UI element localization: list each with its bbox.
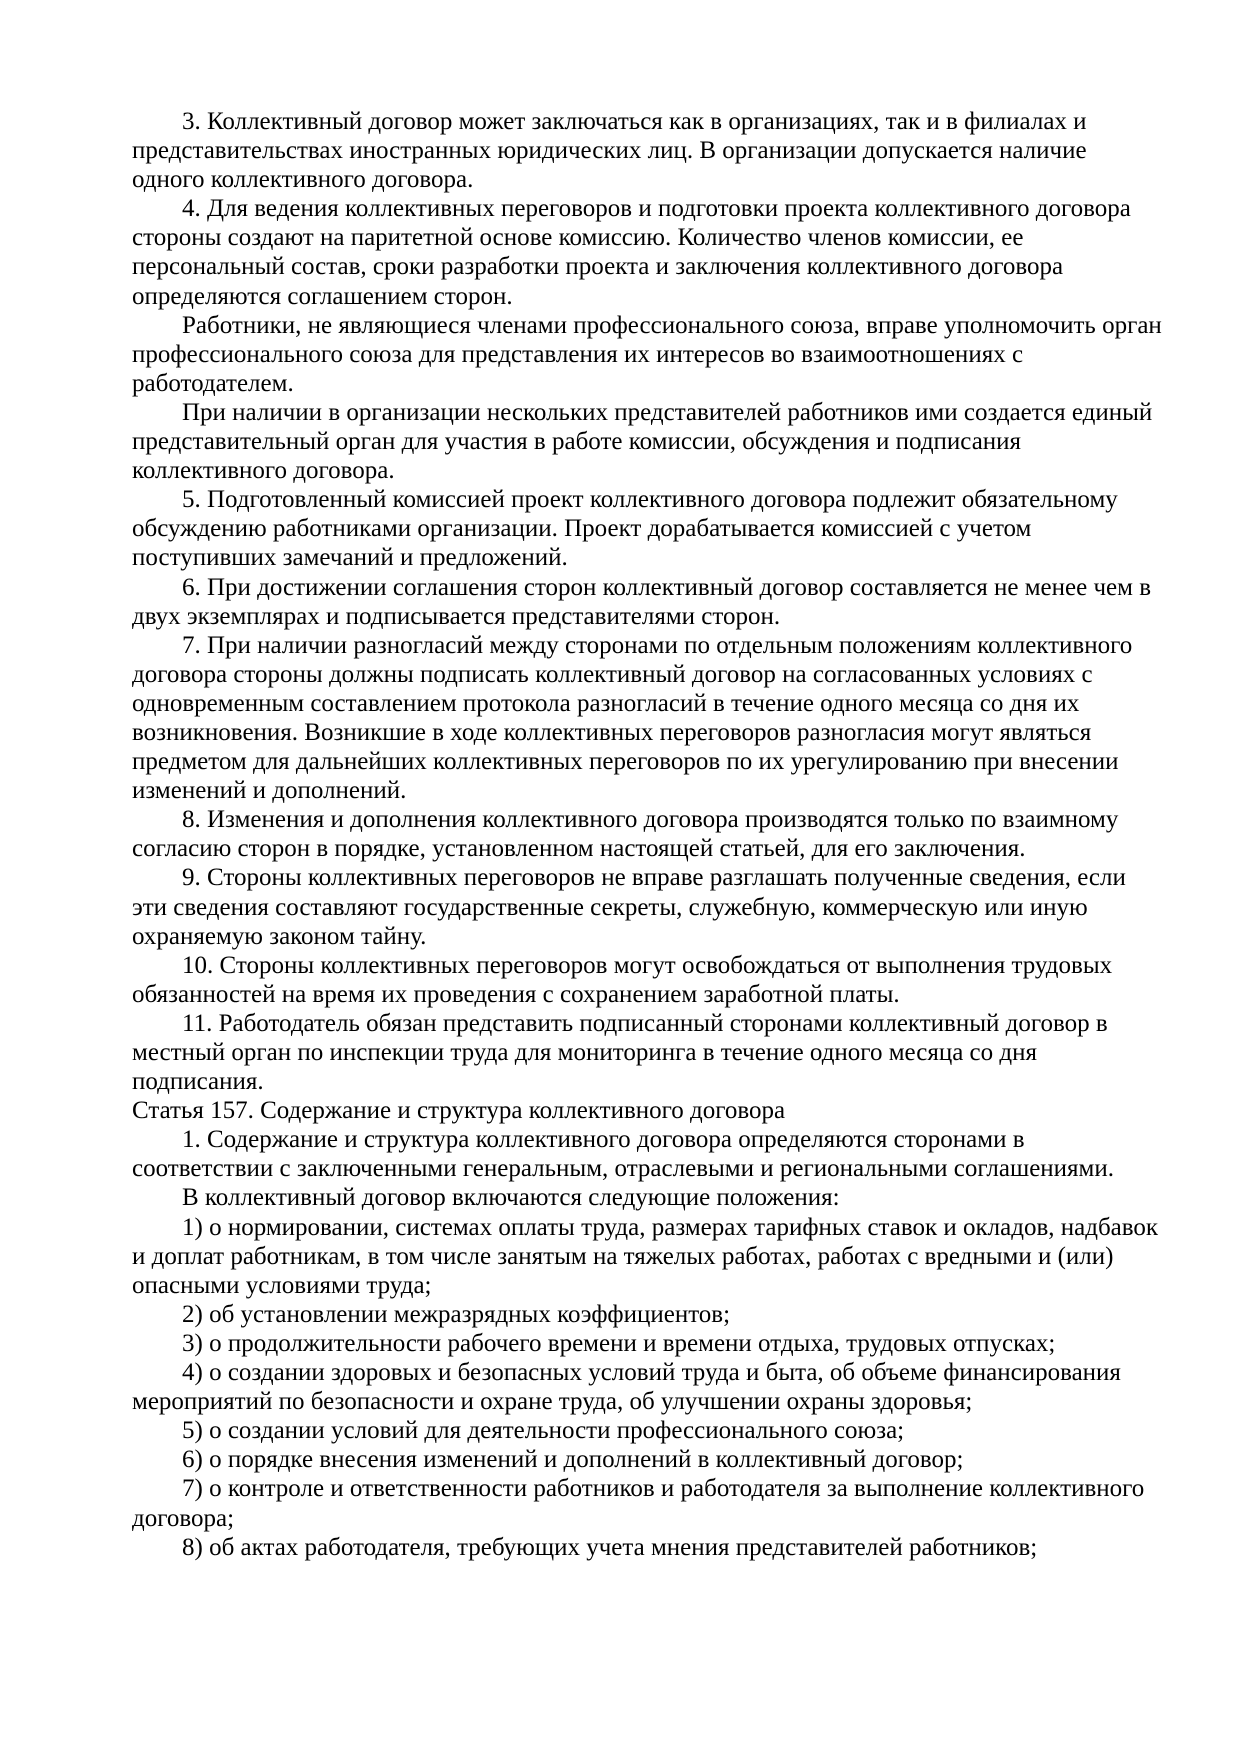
paragraph: 8. Изменения и дополнения коллективного договора производятся только по взаимному согласию сторон в порядке, установленном настоящей статьей, для его заключения. — [132, 806, 1119, 863]
paragraph: 3. Коллективный договор может заключаться как в организациях, так и в филиалах и представительствах иностранных юридических лиц. В организации допускается наличие одного коллективного договора. — [132, 108, 1087, 194]
paragraph: 7. При наличии разногласий между сторонами по отдельным положениям коллективного договора стороны должны подписать коллективный договор на согласованных условиях с одновременным составлением протокола разногласий в течение одного месяца со дня их возникновения. Возникшие в ходе коллективных переговоров разногласия могут являться предметом для дальнейших коллективных переговоров по их урегулированию при внесении изменений и дополнений. — [132, 631, 1133, 805]
list-item: 4) о создании здоровых и безопасных условий труда и быта, об объеме финансирования мероприятий по безопасности и охране труда, об улучшении охраны здоровья; — [132, 1359, 1121, 1416]
paragraph: 10. Стороны коллективных переговоров могут освобождаться от выполнения трудовых обязанностей на время их проведения с сохранением заработной платы. — [132, 951, 1113, 1008]
paragraph: При наличии в организации нескольких представителей работников ими создается единый представительный орган для участия в работе комиссии, обсуждения и подписания коллективного договора. — [132, 398, 1153, 485]
list-item: 2) об установлении межразрядных коэффициентов; — [182, 1300, 731, 1328]
paragraph: В коллективный договор включаются следующие положения: — [182, 1184, 840, 1212]
list-item: 3) о продолжительности рабочего времени и времени отдыха, трудовых отпусках; — [182, 1329, 1056, 1357]
document-body — [132, 107, 1162, 1562]
article-heading: Статья 157. Содержание и структура коллективного договора — [132, 1097, 786, 1125]
list-item: 6) о порядке внесения изменений и дополнений в коллективный договор; — [182, 1446, 964, 1474]
list-item: 8) об актах работодателя, требующих учета мнения представителей работников; — [182, 1533, 1038, 1561]
paragraph: 5. Подготовленный комиссией проект коллективного договора подлежит обязательному обсуждению работниками организации. Проект дорабатывается комиссией с учетом поступивших замечаний и предложений. — [132, 486, 1118, 572]
list-item: 7) о контроле и ответственности работников и работодателя за выполнение коллективного договора; — [132, 1475, 1145, 1532]
paragraph: 11. Работодатель обязан представить подписанный сторонами коллективный договор в местный орган по инспекции труда для мониторинга в течение одного месяца со дня подписания. — [132, 1009, 1108, 1096]
paragraph: 9. Стороны коллективных переговоров не вправе разглашать полученные сведения, если эти сведения составляют государственные секреты, служебную, коммерческую или иную охраняемую законом тайну. — [132, 864, 1126, 950]
list-item: 5) о создании условий для деятельности профессионального союза; — [182, 1417, 905, 1445]
paragraph: 1. Содержание и структура коллективного договора определяются сторонами в соответствии с заключенными генеральным, отраслевыми и региональными соглашениями. — [132, 1126, 1115, 1183]
paragraph: 4. Для ведения коллективных переговоров и подготовки проекта коллективного договора стороны создают на паритетной основе комиссию. Количество членов комиссии, ее персональный состав, сроки разработки проекта и заключения коллективного договора определяются соглашением сторон. — [132, 195, 1131, 310]
paragraph: Работники, не являющиеся членами профессионального союза, вправе уполномочить орган профессионального союза для представления их интересов во взаимоотношениях с работодателем. — [132, 311, 1162, 397]
paragraph: 6. При достижении соглашения сторон коллективный договор составляется не менее чем в двух экземплярах и подписывается представителями сторон. — [132, 573, 1152, 630]
list-item: 1) о нормировании, системах оплаты труда, размерах тарифных ставок и окладов, надбавок и доплат работникам, в том числе занятым на тяжелых работах, работах с вредными и (или) опасными условиями труда; — [132, 1213, 1159, 1299]
